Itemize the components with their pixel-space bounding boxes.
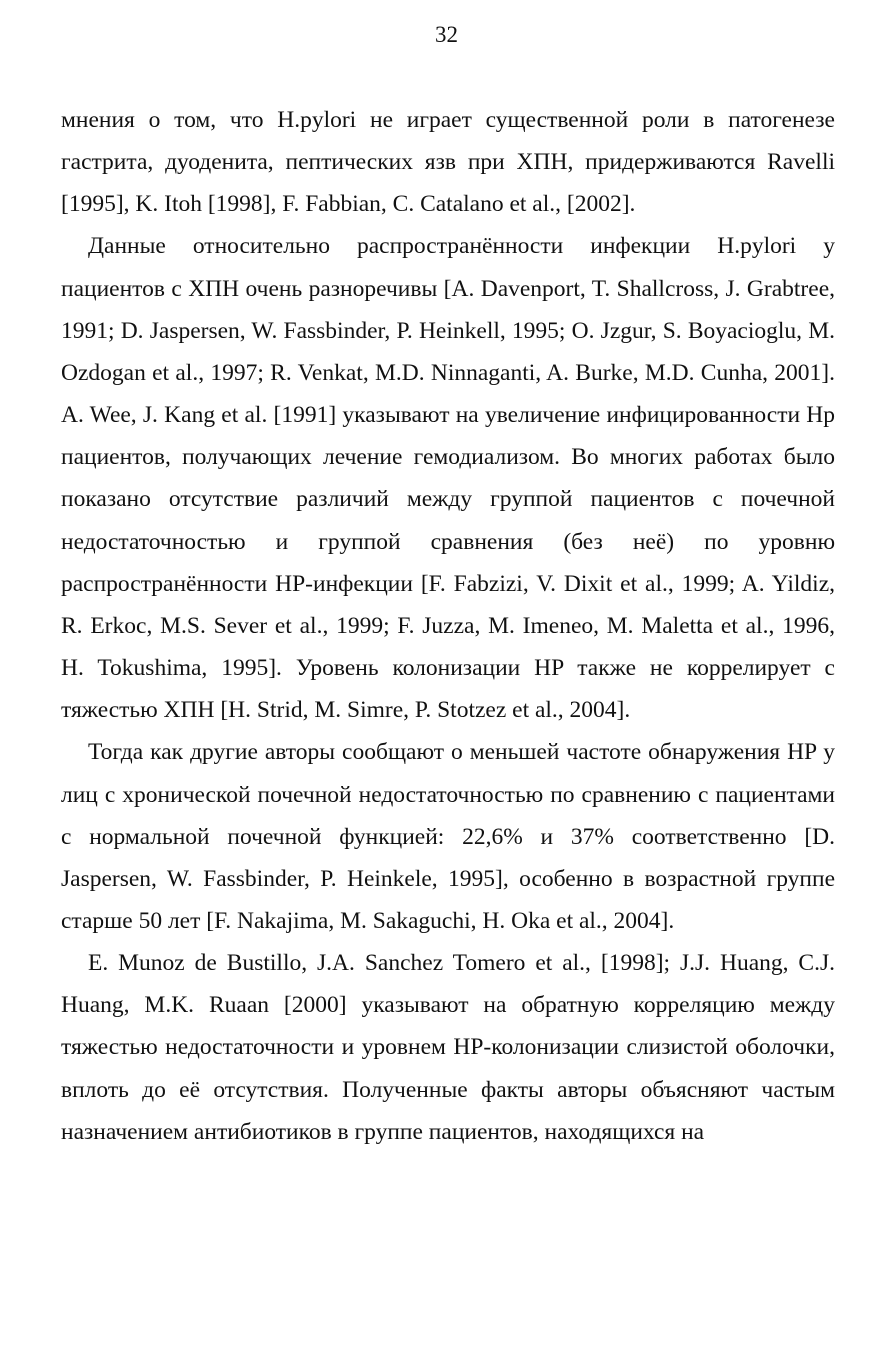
paragraph-continuation: мнения о том, что H.pylori не играет существенной роли в патогенезе гастрита, дуоденита, пептических язв при ХПН, придерживаются Ravelli [1995], K. Itoh [1998], F. Fabbian, C. Catalano et al., [2002]. (61, 107, 835, 218)
paragraph-inverse-correlation: E. Munoz de Bustillo, J.A. Sanchez Tomero et al., [1998]; J.J. Huang, C.J. Huang, M.K. Ruaan [2000] указывают на обратную корреляцию между тяжестью недостаточности и уровнем HP-колонизации слизистой оболочки, вплоть до её отсутствия. Полученные факты авторы объясняют частым назначением антибиотиков в группе пациентов, находящихся на (61, 950, 835, 1145)
paragraph-hp-prevalence: Данные относительно распространённости инфекции H.pylori у пациентов с ХПН очень разноречивы [A. Davenport, T. Shallcross, J. Grabtree, 1991; D. Jaspersen, W. Fassbinder, P. Heinkell, 1995; O. Jzgur, S. Boyacioglu, M. Ozdogan et al., 1997; R. Venkat, M.D. Ninnaganti, A. Burke, M.D. Cunha, 2001]. A. Wee, J. Kang et al. [1991] указывают на увеличение инфицированности Hp пациентов, получающих лечение гемодиализом. Во многих работах было показано отсутствие различий между группой пациентов с почечной недостаточностью и группой сравнения (без неё) по уровню распространённости HP-инфекции [F. Fabzizi, V. Dixit et al., 1999; A. Yildiz, R. Erkoc, M.S. Sever et al., 1999; F. Juzza, M. Imeneo, M. Maletta et al., 1996, H. Tokushima, 1995]. Уровень колонизации HP также не коррелирует с тяжестью ХПН [H. Strid, M. Simre, P. Stotzez et al., 2004]. (61, 233, 835, 724)
document-body (61, 99, 835, 1153)
page-number: 32 (435, 22, 458, 47)
paragraph-lower-frequency: Тогда как другие авторы сообщают о меньшей частоте обнаружения HP у лиц с хронической почечной недостаточностью по сравнению с пациентами с нормальной почечной функцией: 22,6% и 37% соответственно [D. Jaspersen, W. Fassbinder, P. Heinkele, 1995], особенно в возрастной группе старше 50 лет [F. Nakajima, M. Sakaguchi, H. Oka et al., 2004]. (61, 739, 835, 934)
